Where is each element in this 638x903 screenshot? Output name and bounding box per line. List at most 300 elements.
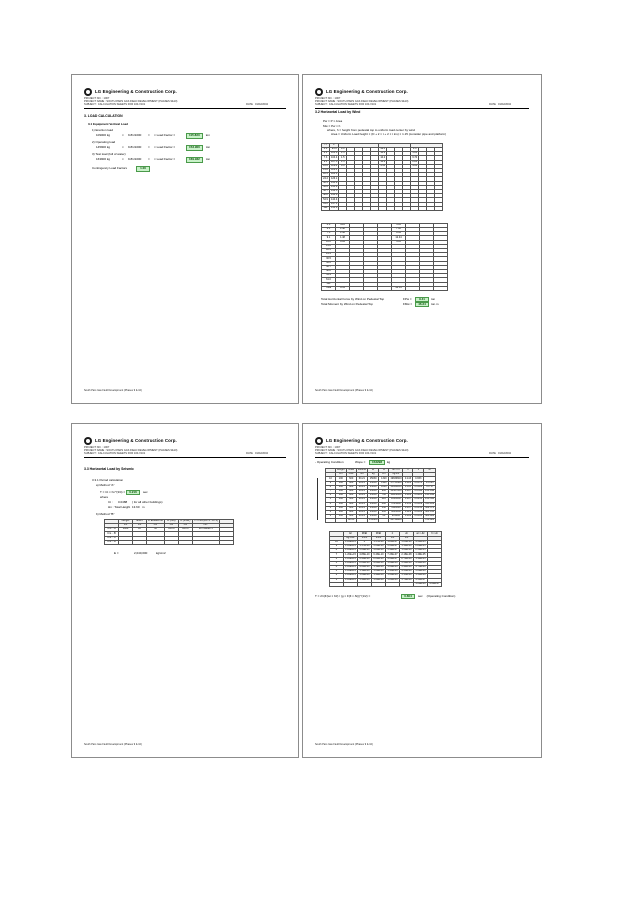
column-header: Length (337, 468, 345, 472)
total-force-value: 9.41 (415, 297, 429, 302)
table-cell: 9318600 (389, 498, 403, 502)
formula-area: Area = Uniform Load height × (D + 2 × t + 2 × t ins) × 1.15 (consider pipe and platform) (331, 132, 447, 137)
column-unit: cm (336, 473, 347, 477)
test-line: 163900 kg × 9.81/1000 = × Load Factor = 169.932 ton (96, 157, 211, 162)
table-cell (427, 206, 435, 210)
table-cell: 3.34E-08 (401, 561, 412, 564)
table-cell: 15.2 (323, 168, 328, 172)
column-unit: cm (119, 524, 133, 528)
table-cell: 0.113 (404, 485, 411, 488)
wind-area-table: H P 4.0 95.4 4.0 42.0 2.0 6.1 101.0 1.5 10.2 5.05 7.3 104.4 1.5 10.2 6.70 9.1 107.5 1.5 10.2 8.20 12.2 112.8 0.6 4.55 9.65 15.2 116.5 18.3 120.1 24.4 126.1 30.5 130.9 36.6 134.9 42.7 138.5 48.8 141.6 54.9 144.4 61.0 147.1 122 153.0 (321, 143, 443, 211)
table-cell: 1.06E-06 (415, 582, 426, 585)
table-cell: 36.6 (322, 261, 336, 265)
table-cell: 600 (346, 498, 356, 502)
table-cell: 12.44 (392, 236, 406, 240)
table-cell: 15631200 (390, 485, 402, 488)
table-cell: 112.8 (331, 164, 338, 167)
project-name: PROJECT NAME : SOUTH PARS GAS FIELD DEVELOPMENT (PHASES 9&10) (315, 448, 409, 452)
column-header: ri (386, 532, 400, 536)
table-cell (350, 286, 364, 290)
table-cell: 3.26E-10 (359, 548, 370, 552)
table-cell: 46.34 (392, 286, 406, 290)
table-cell: 17735400 (390, 481, 402, 484)
table-cell: 24.4 (322, 253, 336, 257)
table-cell: 122 (323, 206, 328, 209)
table-cell: 100 (336, 481, 347, 485)
table-cell (356, 519, 367, 523)
table-cell: 5.05 (412, 151, 418, 155)
column-unit: cm (147, 524, 165, 528)
table-cell: 19839600 (390, 476, 402, 480)
table-cell: 144.4 (331, 197, 338, 201)
summary-moment: Total Moment by Wind on Pedestal Top ΣMw = 46.34 ton.m (321, 301, 439, 306)
table-cell (339, 206, 347, 210)
table-cell: 36.6 (323, 185, 328, 188)
table-cell: 100 (336, 489, 347, 493)
table-cell: 0.833 (413, 477, 424, 481)
table-cell: 0.0233 (414, 497, 423, 501)
table-cell (435, 206, 443, 210)
column-unit: kg (368, 473, 379, 477)
column-unit: cm (400, 536, 414, 540)
company-logo-icon (84, 437, 92, 445)
table-cell (387, 206, 395, 210)
table-cell: 1.5 (339, 152, 347, 156)
table-cell: 15030 (368, 510, 379, 514)
table-cell: 15030 (368, 502, 379, 506)
table-cell (372, 582, 386, 586)
table-cell: 1.20E+15 (345, 540, 356, 543)
table-cell: 10.2 (380, 155, 386, 159)
company-logo-icon (315, 88, 323, 96)
subject: SUBJECT : CALCULATION SHEETS FOR 100-X101 (315, 451, 377, 455)
table-cell: 131.818 (425, 489, 435, 493)
table-cell: 15.2 (322, 244, 336, 248)
table-cell: 0.0189 (414, 502, 423, 505)
table-cell: 138.5 (331, 189, 338, 193)
total-row (326, 519, 436, 523)
table-cell: 4.51E-07 (415, 578, 426, 581)
table-cell: 1.63E-06 (387, 573, 398, 577)
table-cell: 4.64E-07 (429, 582, 440, 585)
table-cell (355, 206, 363, 210)
table-cell: 0.006 (404, 514, 412, 518)
table-cell (434, 286, 448, 290)
total-moment-value: 46.34 (415, 302, 429, 307)
table-cell: 18.3 (323, 172, 328, 176)
table-cell: 193.498 (425, 493, 435, 497)
table-cell: 10.2 (380, 160, 386, 163)
table-cell: 1.5 (339, 160, 347, 164)
project-no: PROJECT NO. : 1007 (315, 97, 341, 100)
page-footer: South Pars Gas Field Development (Phases 9 & 10) (84, 389, 142, 393)
column-header: D (Inner) (178, 519, 192, 523)
table-cell: 2 (330, 574, 344, 578)
table-cell (406, 286, 420, 290)
table-cell: 100 (336, 485, 347, 489)
date-label: DATE (246, 102, 253, 106)
table-cell: 600 (346, 502, 356, 506)
table-cell: 3.26E-10 (373, 544, 384, 548)
table-cell: 760 (379, 494, 389, 498)
table-cell: 1180 (379, 481, 389, 485)
table-cell (386, 582, 400, 586)
table-cell: 3.09E-06 (415, 569, 426, 573)
table-cell: 833.0 (178, 528, 192, 532)
table-cell: 100 (336, 510, 347, 514)
project-name: PROJECT NAME : SOUTH PARS GAS FIELD DEVELOPMENT (PHASES 9&10) (315, 99, 409, 103)
table-cell: 12.2 (323, 164, 328, 167)
table-cell: 6.43E-10 (373, 552, 384, 556)
table-cell: 10 (330, 540, 344, 544)
table-cell: 1.81E-06 (387, 578, 398, 581)
table-cell: 134.9 (331, 185, 338, 188)
table-cell: 600 (346, 506, 356, 510)
summary-force: Total Horizontal Force by Wind on Pedestal Top ΣPw = 9.41 ton (321, 296, 436, 301)
erection-line: 109000 kg × 9.81/1000 = × Load Factor = 115.823 ton (96, 133, 210, 138)
table-cell: 9 (326, 481, 336, 485)
table-cell (364, 286, 378, 290)
hn-line: Hn : Total Height 13.60 m (108, 504, 145, 509)
table-cell: 6 (330, 557, 344, 561)
table-cell (336, 519, 347, 523)
operating-condition-line: - Operating Condition Wope = 153298 kg (315, 459, 391, 464)
table-cell (178, 540, 192, 544)
table-cell: 6.70 (412, 155, 418, 159)
page-header (84, 437, 286, 458)
period-result: 0.604 (401, 594, 415, 599)
table-cell: 60.21 (356, 494, 367, 498)
table-cell (347, 206, 355, 210)
table-cell: 3.94E-08 (401, 565, 412, 569)
formula-where: where, h = height from pedestal top to uniform load center by wind (327, 128, 415, 133)
table-cell: 2.30E-05 (415, 548, 426, 552)
table-cell: 4 (326, 502, 336, 506)
table-cell: 6.1 (322, 228, 336, 232)
table-cell: 200 (379, 510, 389, 514)
table-cell: 1.45E-06 (387, 569, 398, 573)
table-cell: 0.0122 (414, 510, 423, 514)
table-cell: 1.20E+15 (345, 561, 356, 564)
table-cell: 120.1 (331, 172, 338, 176)
table-row (322, 206, 443, 210)
table-cell: 60.63 (348, 518, 355, 522)
table-cell: 15030 (368, 485, 379, 489)
table-cell: 1040 (379, 485, 389, 489)
table-cell: Crs. - A (105, 528, 119, 532)
table-cell: 100 (336, 494, 347, 498)
tower-sketch (317, 478, 321, 520)
table-cell: 1.20E+15 (345, 578, 356, 581)
table-cell: 6.43E-10 (359, 557, 370, 560)
table-cell: 15030 (368, 477, 379, 481)
table-cell: 4.0 (322, 148, 330, 152)
table-cell: Crs. - D (105, 540, 119, 544)
table-cell: 60.21 (356, 502, 367, 506)
table-cell: 3 (330, 570, 344, 574)
table-cell: 901800 (389, 515, 403, 519)
table-cell: 9.1 (322, 236, 336, 240)
page-3 (71, 423, 299, 758)
table-cell: 480 (379, 502, 389, 506)
company-name: LG Engineering & Construction Corp. (95, 89, 177, 95)
table-cell: 18 (133, 528, 147, 532)
table-cell: 1.20E+15 (345, 544, 356, 548)
table-row (105, 540, 234, 544)
column-header: M/EI (372, 532, 386, 536)
table-cell: 9.1 (322, 160, 330, 164)
table-cell: 315.182 (425, 502, 435, 505)
table-cell: 130.9 (331, 181, 338, 184)
company-logo-icon (84, 88, 92, 96)
table-cell: 94748888 (390, 518, 402, 522)
table-cell: 600 (346, 510, 356, 514)
table-cell: 147.1 (331, 202, 338, 205)
table-cell: 60.21 (356, 498, 367, 502)
table-cell: 4 (330, 565, 344, 569)
company-name: LG Engineering & Construction Corp. (326, 89, 408, 95)
column-unit: 1/cm (372, 536, 386, 540)
table-cell (379, 519, 389, 523)
column-unit: cm⁴ (192, 524, 219, 528)
table-cell: 153988 (369, 518, 378, 522)
table-cell: 0.0342 (414, 489, 423, 493)
erection-label: 1) Erection load (92, 128, 114, 133)
period-result-line: T = 2π(Σ(wi × δi²) / (g × Σ(fi × δi)))^(1/2) = 0.604 sec (Operating Condition) (315, 593, 456, 598)
table-cell: 4.0 (322, 223, 336, 227)
table-cell: 9.41 (336, 286, 350, 290)
table-cell: 3006000 (389, 510, 403, 514)
table-cell: 4.12 (336, 223, 350, 227)
table-cell: 7.3 (322, 156, 330, 160)
column-header: Area (346, 469, 356, 473)
table-cell: 54.9 (323, 197, 328, 201)
table-cell: Total (322, 286, 336, 290)
page-header (315, 437, 529, 458)
column-unit: cm (133, 524, 147, 528)
table-cell (379, 206, 387, 210)
table-cell: 5.15E-08 (401, 573, 412, 577)
table-cell: 8 (330, 549, 344, 553)
page-2 (302, 74, 542, 404)
date-label: DATE (246, 451, 253, 455)
table-cell: 60.21 (356, 481, 367, 485)
table-cell: 15030 (368, 498, 379, 502)
project-name: PROJECT NAME : SOUTH PARS GAS FIELD DEVELOPMENT (PHASES 9&10) (84, 448, 178, 452)
table-cell: 0 (358, 540, 372, 544)
table-cell: 1.14E-05 (415, 557, 426, 560)
table-cell: 1.60E-09 (373, 578, 384, 581)
table-cell: 12.2 (322, 240, 336, 244)
table-cell: 8.01E-10 (359, 561, 370, 564)
operating-label: 2) Operating load (92, 140, 116, 145)
table-cell: Crs. - B (105, 532, 119, 536)
table-cell: 42.7 (323, 189, 328, 193)
table-cell: 42.0 (380, 147, 386, 151)
table-cell: 48.8 (322, 269, 336, 273)
column-header: fi (403, 469, 413, 473)
table-cell: 340 (379, 506, 389, 510)
table-cell: 0.128 (404, 481, 412, 484)
project-no: PROJECT NO. : 1007 (84, 446, 110, 449)
operating-result: 153.900 (186, 145, 203, 150)
table-cell: 1.20E+15 (345, 557, 356, 560)
table-cell: 0.0151 (414, 506, 423, 509)
column-unit: kg.cm (389, 473, 403, 477)
project-name: PROJECT NAME : SOUTH PARS GAS FIELD DEVELOPMENT (PHASES 9&10) (84, 99, 178, 103)
total-row (330, 582, 442, 586)
table-cell: 5110200 (389, 506, 403, 510)
table-cell: 1.81E-07 (387, 540, 398, 543)
table-cell: 15030 (368, 481, 379, 485)
column-header: V (413, 469, 424, 473)
table-cell (420, 286, 434, 290)
table-cell: 60.21 (356, 489, 367, 493)
table-cell: 1.44E-09 (373, 573, 384, 577)
table-cell (378, 286, 392, 290)
where-label: where (100, 494, 109, 499)
table-cell: 1.48 (336, 236, 350, 240)
page-header (84, 88, 286, 109)
wind-force-table (321, 223, 448, 291)
page-footer: South Pars Gas Field Development (Phases 9 & 10) (315, 743, 373, 747)
table-cell: 401.015 (425, 510, 435, 514)
table-cell: 9.04E-07 (387, 557, 398, 560)
table-cell: 700.886 (425, 518, 435, 522)
table-cell: 600 (346, 485, 356, 489)
page-4 (302, 423, 542, 758)
table-cell (164, 540, 178, 544)
table-cell (395, 206, 403, 210)
table-cell (219, 540, 233, 544)
table-cell: 5 (326, 498, 336, 502)
table-cell: 95.4 (330, 148, 339, 152)
contingency-line: Contingency Load Factors 1.00 (84, 166, 288, 171)
table-cell: 8.01E-10 (373, 557, 384, 560)
table-cell (358, 582, 372, 586)
column-header: wi × hi (389, 469, 403, 473)
table-cell: 7 (326, 489, 336, 493)
date-value: 01/02/2004 (255, 451, 268, 455)
table-cell: 0.037 (404, 506, 412, 509)
column-unit: m3 (356, 473, 367, 477)
column-header: hi (379, 469, 389, 473)
table-cell: 60.21 (356, 510, 367, 514)
project-no: PROJECT NO. : 1007 (84, 97, 110, 100)
table-cell: 30.5 (322, 257, 336, 261)
column-unit: cm (178, 524, 192, 528)
table-cell (119, 540, 133, 544)
table-cell (400, 582, 414, 586)
page-footer: South Pars Gas Field Development (Phases 9 & 10) (84, 743, 142, 747)
company-logo-icon (315, 437, 323, 445)
column-unit: cm (379, 473, 389, 477)
table-cell: 853.0 (164, 528, 178, 532)
method-a-label: a) Method "A" (96, 482, 115, 487)
column-unit: kg.cm2 (344, 536, 358, 540)
table-cell: 256.390 (425, 497, 435, 501)
table-cell: 9.61E-10 (373, 561, 384, 564)
table-cell: 4.31E-05 (415, 540, 426, 543)
table-cell: 2 (326, 510, 336, 514)
inertia-table (104, 519, 234, 545)
table-cell: 0.082 (404, 493, 412, 497)
table-cell: 116.5 (331, 168, 338, 172)
subject: SUBJECT : CALCULATION SHEETS FOR 100-X101 (84, 451, 146, 455)
table-cell: 2.0 (411, 148, 419, 152)
table-cell: 3 (326, 506, 336, 510)
wind-summary (321, 297, 531, 307)
table-cell: 5.05E-10 (401, 540, 412, 543)
table-cell: 24.4 (323, 176, 328, 180)
table-cell: 6.1 (322, 152, 330, 156)
method-b-label: b) Method "B" (96, 511, 115, 516)
table-cell: 0.052 (404, 502, 412, 505)
table-cell: 1.49E-05 (415, 552, 426, 556)
period-formula: T = Ct × hn^(3/4) = 0.216 sec (100, 489, 148, 494)
table-cell: 5.85 (392, 223, 406, 227)
table-cell: 9.61E-10 (359, 565, 370, 569)
table-cell: 1.20E+15 (345, 573, 356, 577)
table-cell: 10.2 (380, 151, 386, 155)
table-cell: 9.64 (392, 232, 406, 236)
table-cell: 13527000 (390, 489, 402, 493)
table-cell: 48.8 (323, 193, 328, 197)
table-cell: 600 (346, 489, 356, 493)
table-cell: 30.5 (323, 181, 328, 184)
table-cell: 1.5 (339, 156, 347, 160)
table-cell: 620 (379, 498, 389, 502)
column-header: fi × Δi (428, 532, 442, 536)
column-header: W (368, 469, 379, 473)
page-footer: South Pars Gas Field Development (Phases 9 & 10) (315, 389, 373, 393)
subsection-title: 3.1 Equipment Vertical Load (88, 121, 129, 126)
period-subtitle: 3.3.1 Period calculation (92, 477, 124, 482)
table-cell: 1.12E-09 (373, 565, 384, 569)
company-name: LG Engineering & Construction Corp. (95, 438, 177, 444)
table-cell: 60.21 (356, 477, 367, 481)
column-header: M/EI (358, 532, 372, 536)
table-cell: 1.20E+15 (345, 569, 356, 573)
table-cell: 1 (326, 515, 336, 519)
table-cell: 141.6 (331, 193, 338, 197)
table-cell: 0.0103 (414, 514, 423, 518)
table-cell: 0.94 (336, 240, 350, 244)
table-cell: 2.89E-05 (415, 544, 426, 548)
column-header: EI (344, 532, 358, 536)
table-cell: 7 (330, 553, 344, 557)
table-cell: 1.57E-10 (373, 540, 384, 543)
table-cell: 107.5 (331, 160, 338, 163)
subject: SUBJECT : CALCULATION SHEETS FOR 100-X101 (84, 102, 146, 106)
table-cell: 15030 (368, 489, 379, 493)
table-cell: 100 (336, 477, 347, 481)
test-result: 169.932 (186, 157, 203, 162)
table-cell: 60.21 (356, 485, 367, 489)
table-cell: 4.73E-06 (415, 565, 426, 569)
seismic-weight-table (325, 468, 436, 523)
table-cell: 5.42E-07 (387, 548, 398, 552)
column-header: Shell t (133, 519, 147, 523)
table-cell: 9073984875 (192, 528, 219, 532)
table-cell: 61.0 (322, 278, 336, 282)
table-cell (326, 519, 336, 523)
table-cell: 61.0 (323, 202, 328, 205)
deflection-table (329, 531, 442, 586)
table-cell (330, 582, 344, 586)
formula-pw: Pw = P × Area (323, 118, 343, 123)
table-cell: 362.373 (425, 506, 435, 509)
